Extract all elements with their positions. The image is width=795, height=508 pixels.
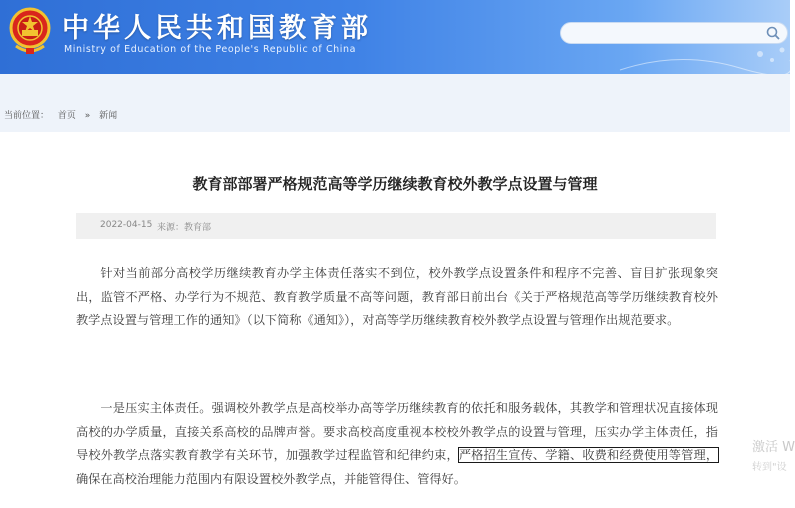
site-title[interactable]: 中华人民共和国教育部 — [62, 13, 372, 44]
site-subtitle: Ministry of Education of the People's Republic of China — [64, 44, 357, 55]
article-title: 教育部部署严格规范高等学历继续教育校外教学点设置与管理 — [192, 175, 598, 193]
paragraph-text: 针对当前部分高校学历继续教育办学主体责任落实不到位，校外教学点设置条件和程序不完善、盲目扩张现象突出，监管不严格、办学行为不规范、教育教学质量不高等问题，教育部日前出台《关于严格规范高等学历继续教育校外教学点设置与管理工作的通知》（以下简称《通知》），对高等学历继续教育校外教学点设置与管理作出规范要求。 — [76, 266, 718, 327]
article-source: 来源：教育部 — [157, 223, 212, 233]
breadcrumb-separator: » — [84, 111, 91, 121]
activation-watermark: 激活 W — [752, 440, 795, 455]
national-emblem-icon[interactable] — [8, 6, 52, 56]
article-date: 2022-04-15 — [100, 220, 153, 230]
breadcrumb — [4, 108, 123, 121]
highlighted-text: 严格招生宣传、学籍、收费和经费使用等管理， — [458, 448, 719, 462]
breadcrumb-home-link[interactable]: 首页 — [57, 111, 76, 121]
breadcrumb-bar — [0, 74, 790, 132]
breadcrumb-news-link[interactable]: 新闻 — [99, 111, 118, 121]
breadcrumb-label: 当前位置： — [4, 111, 50, 121]
site-header — [0, 0, 790, 74]
banner-decoration — [620, 40, 790, 74]
paragraph-text: 一是压实主体责任。强调校外教学点是高校举办高等学历继续教育的依托和服务载体，其教学和管理状况直接体现高校的办学质量，直接关系高校的品牌声誉。要求高校高度重视本校校外教学点的设置与管理，压实办学主体责任，指导校外教学点落实教育教学有关环节，加强教学过程监管和纪律约束， — [76, 401, 718, 462]
search-icon[interactable] — [765, 25, 781, 41]
activation-watermark-sub: 转到"设 — [752, 462, 787, 473]
article-paragraph — [76, 262, 718, 333]
paragraph-text: 确保在高校治理能力范围内有限设置校外教学点，并能管得住、管得好。 — [76, 471, 466, 486]
article-paragraph — [76, 397, 718, 491]
